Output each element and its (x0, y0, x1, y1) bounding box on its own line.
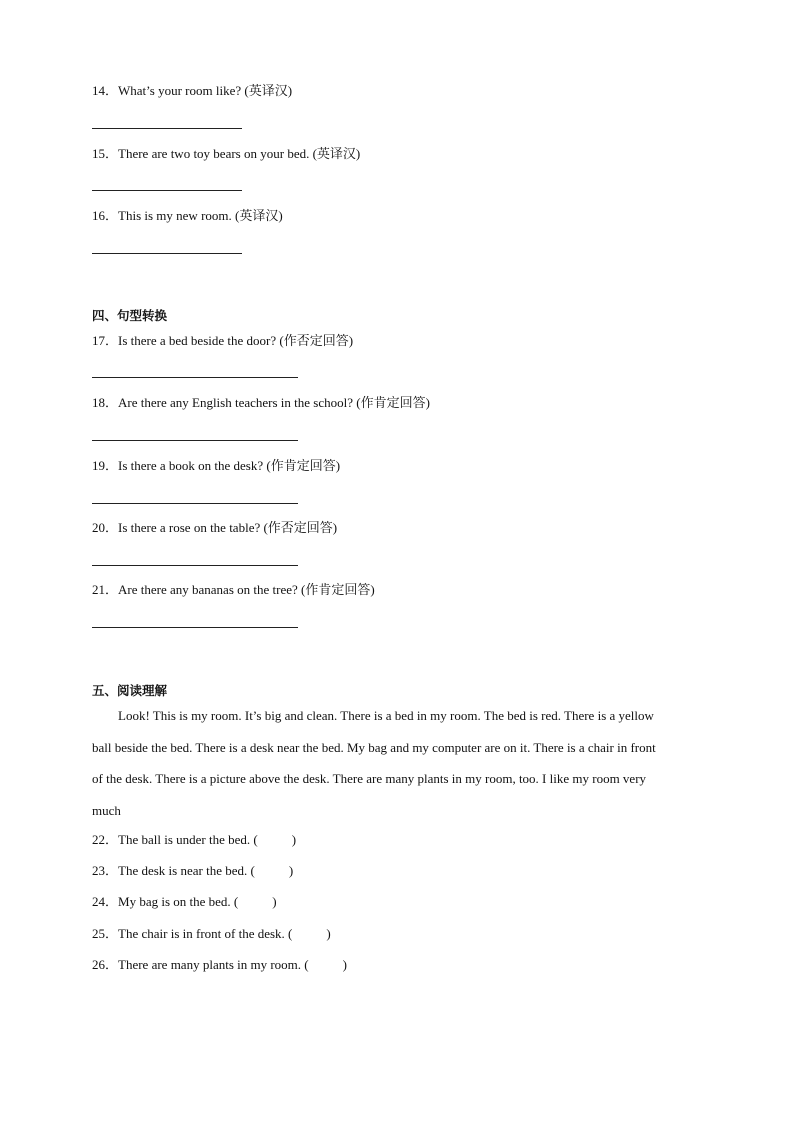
passage-line: of the desk. There is a picture above the desk. There are many plants in my room, too. I like my room very (92, 771, 647, 786)
question-text: There are two toy bears on your bed. (英译汉) (118, 146, 361, 161)
answer-blank-14[interactable] (92, 128, 242, 129)
question-text: This is my new room. (英译汉) (118, 208, 283, 223)
question-text: The ball is under the bed. ( (118, 832, 258, 847)
question-23 (92, 862, 293, 880)
question-text: Are there any bananas on the tree? (作肯定回答) (118, 582, 375, 597)
question-16 (92, 207, 283, 225)
passage-line: ball beside the bed. There is a desk near the bed. My bag and my computer are on it. There is a chair in front (92, 739, 656, 755)
question-text: Is there a bed beside the door? (作否定回答) (118, 333, 354, 348)
question-number: 25． (92, 926, 119, 941)
question-19 (92, 457, 340, 475)
passage-line: Look! This is my room. It’s big and clean. There is a bed in my room. The bed is red. There is a yellow (118, 708, 654, 723)
question-text: The desk is near the bed. ( (118, 863, 255, 878)
question-number: 22． (92, 832, 119, 847)
question-number: 20． (92, 520, 119, 535)
section-heading-5: 五、阅读理解 (92, 683, 168, 698)
question-number: 24． (92, 894, 119, 909)
question-number: 21． (92, 582, 119, 597)
close-paren: ) (291, 832, 297, 847)
answer-blank-17[interactable] (92, 377, 298, 378)
answer-blank-19[interactable] (92, 503, 298, 504)
question-number: 15． (92, 146, 119, 161)
question-number: 18． (92, 395, 119, 410)
section-heading-4: 四、句型转换 (92, 308, 168, 323)
answer-blank-21[interactable] (92, 627, 298, 628)
question-26 (92, 956, 347, 974)
question-number: 26． (92, 957, 119, 972)
question-text: What’s your room like? (英译汉) (118, 83, 293, 98)
passage-line: much (92, 802, 121, 818)
question-number: 17． (92, 333, 119, 348)
question-17 (92, 332, 353, 350)
question-18 (92, 394, 430, 412)
question-22 (92, 831, 296, 849)
question-number: 19． (92, 458, 119, 473)
question-15 (92, 145, 360, 163)
question-text: My bag is on the bed. ( (118, 894, 239, 909)
close-paren: ) (342, 957, 347, 972)
question-24 (92, 893, 277, 911)
question-text: The chair is in front of the desk. ( (118, 926, 293, 941)
question-number: 23． (92, 863, 119, 878)
answer-blank-20[interactable] (92, 565, 298, 566)
question-text: There are many plants in my room. ( (118, 957, 309, 972)
question-14 (92, 82, 292, 100)
question-20 (92, 519, 337, 537)
answer-blank-15[interactable] (92, 190, 242, 191)
question-text: Is there a book on the desk? (作肯定回答) (118, 458, 341, 473)
question-text: Are there any English teachers in the school? (作肯定回答) (118, 395, 430, 410)
reading-passage (92, 700, 704, 826)
close-paren: ) (288, 863, 294, 878)
question-number: 16． (92, 208, 119, 223)
close-paren: ) (326, 926, 331, 941)
close-paren: ) (272, 894, 277, 909)
answer-blank-18[interactable] (92, 440, 298, 441)
question-number: 14． (92, 83, 119, 98)
question-21 (92, 581, 375, 599)
question-text: Is there a rose on the table? (作否定回答) (118, 520, 338, 535)
question-25 (92, 925, 331, 943)
answer-blank-16[interactable] (92, 253, 242, 254)
